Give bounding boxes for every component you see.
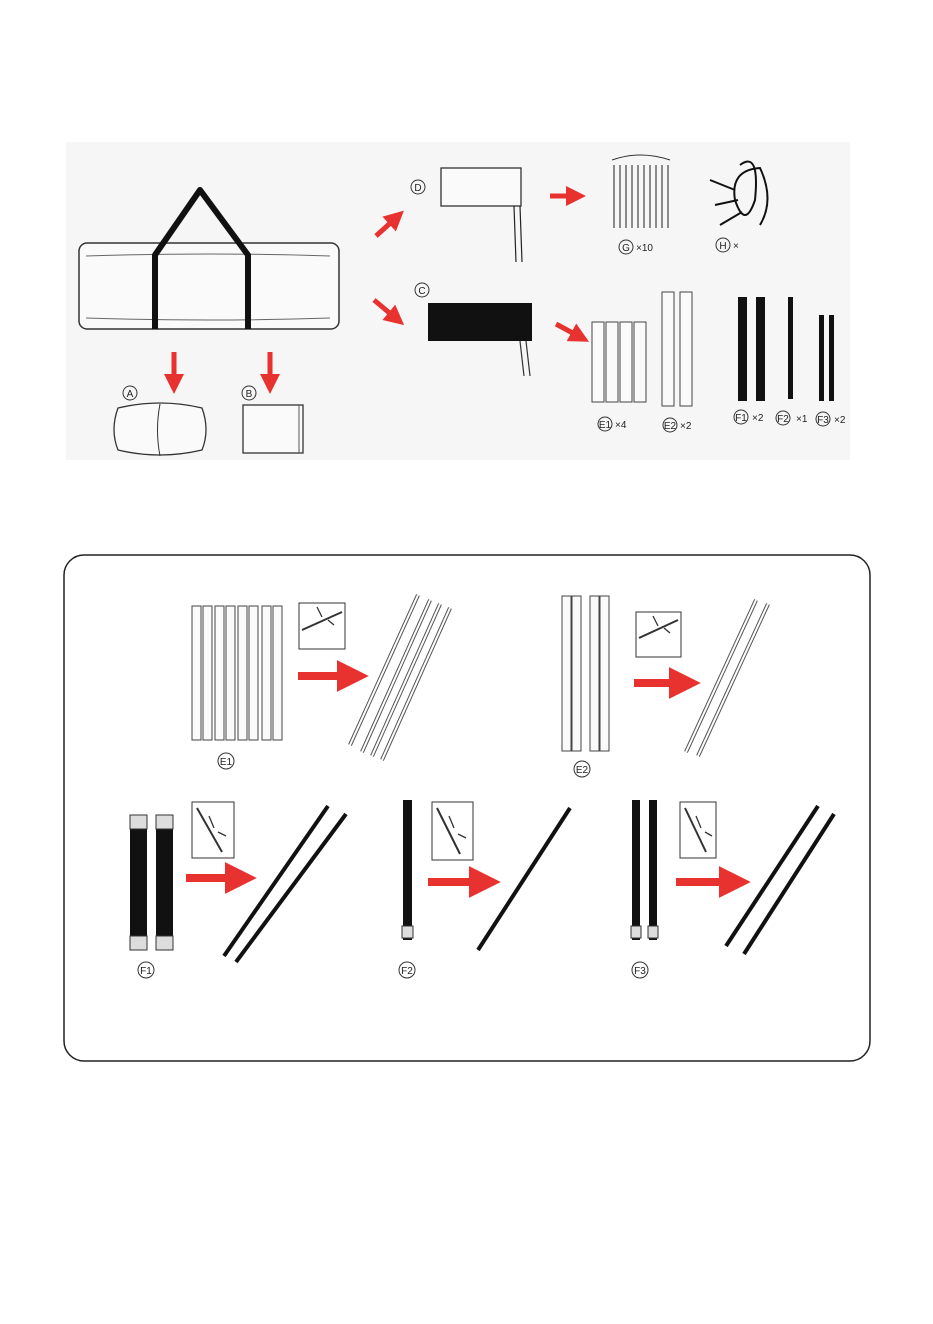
qty-e2: ×2 <box>680 421 692 432</box>
label-f2: F2 <box>777 414 789 425</box>
label-b: B <box>245 389 253 400</box>
label-e1: E1 <box>598 420 612 431</box>
assembly-label-f1: F1 <box>140 966 152 977</box>
label-f1: F1 <box>735 413 747 424</box>
assembly-panel <box>64 555 870 1061</box>
assembly-label-f3: F3 <box>634 966 646 977</box>
label-d: D <box>414 183 422 194</box>
contents-panel <box>66 142 850 460</box>
label-f3: F3 <box>817 415 829 426</box>
label-a: A <box>126 389 134 400</box>
qty-f2: ×1 <box>796 414 808 425</box>
label-g: G <box>622 243 630 254</box>
label-e2: E2 <box>663 421 677 432</box>
label-h: H <box>719 241 727 252</box>
qty-f1: ×2 <box>752 413 764 424</box>
assembly-label-f2: F2 <box>401 966 413 977</box>
label-c: C <box>418 286 426 297</box>
qty-e1: ×4 <box>615 420 627 431</box>
qty-h: × <box>733 241 739 252</box>
assembly-label-e1: E1 <box>219 757 233 768</box>
qty-f3: ×2 <box>834 415 846 426</box>
qty-g: ×10 <box>636 243 653 254</box>
assembly-label-e2: E2 <box>575 765 589 776</box>
